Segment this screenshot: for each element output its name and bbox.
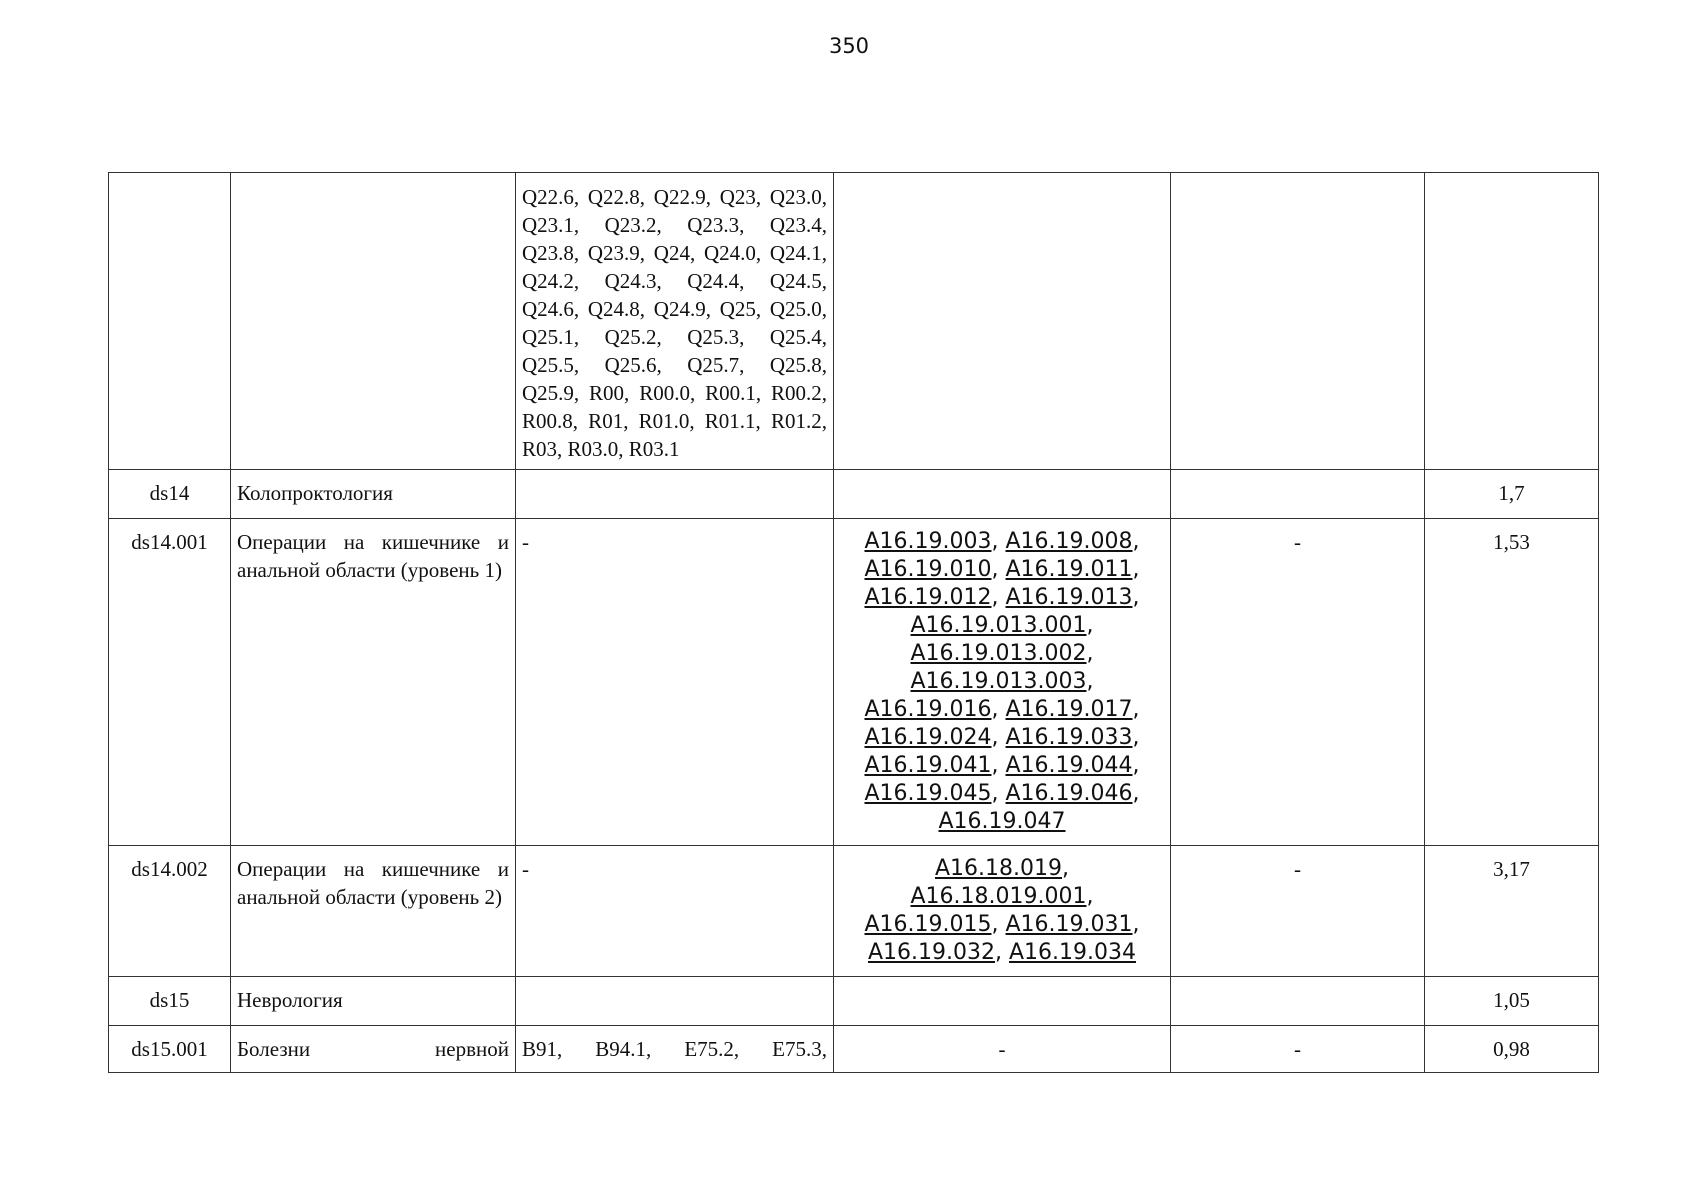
row-name: Операции на кишечнике и анальной области (уровень 1)	[231, 519, 516, 846]
operation-link[interactable]: A16.19.045	[864, 781, 992, 806]
operation-link[interactable]: A16.19.024	[864, 725, 992, 750]
operation-link[interactable]: A16.19.013.002	[910, 641, 1087, 666]
row-operations	[834, 173, 1171, 470]
row-coefficient: 3,17	[1425, 846, 1599, 977]
row-code: ds14	[109, 470, 231, 519]
operation-separator: ,	[1132, 585, 1140, 610]
operation-link[interactable]: A16.19.013	[1005, 585, 1133, 610]
operation-separator: ,	[991, 725, 1006, 750]
operation-link[interactable]: A16.19.013.003	[910, 669, 1087, 694]
operation-separator: ,	[1132, 781, 1140, 806]
row-diagnoses: B91, B94.1, E75.2, E75.3,	[516, 1026, 834, 1073]
row-diagnoses	[516, 470, 834, 519]
operation-link[interactable]: A16.19.010	[864, 557, 992, 582]
row-name: Операции на кишечнике и анальной области (уровень 2)	[231, 846, 516, 977]
row-coefficient: 1,7	[1425, 470, 1599, 519]
operation-separator: ,	[1132, 725, 1140, 750]
row-other	[1171, 977, 1425, 1026]
operation-link[interactable]: A16.19.012	[864, 585, 992, 610]
operation-link[interactable]: A16.19.011	[1005, 557, 1133, 582]
operation-separator: ,	[1062, 856, 1069, 881]
table-row	[109, 470, 1599, 519]
operation-link[interactable]: A16.19.033	[1005, 725, 1133, 750]
row-diagnoses	[516, 977, 834, 1026]
row-other	[1171, 470, 1425, 519]
row-operations	[834, 977, 1171, 1026]
operation-separator: ,	[1132, 529, 1140, 554]
row-coefficient: 1,05	[1425, 977, 1599, 1026]
operation-separator: ,	[991, 912, 1006, 937]
operation-separator: ,	[1086, 669, 1094, 694]
row-code: ds15	[109, 977, 231, 1026]
row-operations	[834, 519, 1171, 846]
operation-separator: ,	[991, 585, 1006, 610]
operation-link[interactable]: A16.19.031	[1005, 912, 1133, 937]
row-coefficient: 1,53	[1425, 519, 1599, 846]
operation-separator: ,	[1086, 613, 1094, 638]
operation-separator: ,	[991, 697, 1006, 722]
row-name: Болезни нервной	[231, 1026, 516, 1073]
operation-separator: ,	[991, 781, 1006, 806]
operation-separator: ,	[991, 529, 1006, 554]
tariff-table	[108, 172, 1599, 1073]
operation-separator: ,	[991, 753, 1006, 778]
row-name	[231, 173, 516, 470]
operation-link[interactable]: A16.18.019	[934, 856, 1062, 881]
row-diagnoses: -	[516, 846, 834, 977]
operation-separator: ,	[1086, 641, 1094, 666]
table-row	[109, 519, 1599, 846]
operation-link[interactable]: A16.19.034	[1009, 940, 1137, 965]
row-diagnoses: Q22.6, Q22.8, Q22.9, Q23, Q23.0, Q23.1, Q23.2, Q23.3, Q23.4, Q23.8, Q23.9, Q24, Q24.0, Q24.1, Q24.2, Q24.3, Q24.4, Q24.5, Q24.6, Q24.8, Q24.9, Q25, Q25.0, Q25.1, Q25.2, Q25.3, Q25.4, Q25.5, Q25.6, Q25.7, Q25.8, Q25.9, R00, R00.0, R00.1, R00.2, R00.8, R01, R01.0, R01.1, R01.2, R03, R03.0, R03.1	[516, 173, 834, 470]
row-code: ds14.001	[109, 519, 231, 846]
row-code	[109, 173, 231, 470]
row-other: -	[1171, 519, 1425, 846]
operation-separator: ,	[1132, 697, 1140, 722]
row-name: Колопроктология	[231, 470, 516, 519]
table-row	[109, 1026, 1599, 1073]
row-other: -	[1171, 1026, 1425, 1073]
operation-link[interactable]: A16.19.016	[864, 697, 992, 722]
operation-separator: ,	[991, 557, 1006, 582]
row-code: ds14.002	[109, 846, 231, 977]
row-other	[1171, 173, 1425, 470]
operation-link[interactable]: A16.19.044	[1005, 753, 1133, 778]
operation-separator: ,	[1132, 557, 1140, 582]
row-diagnoses: -	[516, 519, 834, 846]
operation-link[interactable]: A16.19.047	[938, 809, 1066, 834]
operation-link[interactable]: A16.19.013.001	[910, 613, 1087, 638]
row-operations: -	[834, 1026, 1171, 1073]
row-name: Неврология	[231, 977, 516, 1026]
operation-separator: ,	[1132, 753, 1140, 778]
operation-link[interactable]: A16.19.041	[864, 753, 992, 778]
row-other: -	[1171, 846, 1425, 977]
table-row	[109, 173, 1599, 470]
operation-link[interactable]: A16.19.008	[1005, 529, 1133, 554]
row-code: ds15.001	[109, 1026, 231, 1073]
row-operations	[834, 846, 1171, 977]
operation-separator: ,	[1132, 912, 1140, 937]
operation-link[interactable]: A16.19.046	[1005, 781, 1133, 806]
row-coefficient	[1425, 173, 1599, 470]
table-row	[109, 846, 1599, 977]
operation-link[interactable]: A16.18.019.001	[910, 884, 1087, 909]
page-number: 350	[828, 34, 870, 58]
operation-separator: ,	[995, 940, 1009, 965]
operation-link[interactable]: A16.19.015	[864, 912, 992, 937]
row-operations	[834, 470, 1171, 519]
operation-separator: ,	[1086, 884, 1094, 909]
operation-link[interactable]: A16.19.003	[864, 529, 992, 554]
operation-link[interactable]: A16.19.032	[867, 940, 995, 965]
table-row	[109, 977, 1599, 1026]
operation-link[interactable]: A16.19.017	[1005, 697, 1133, 722]
row-coefficient: 0,98	[1425, 1026, 1599, 1073]
